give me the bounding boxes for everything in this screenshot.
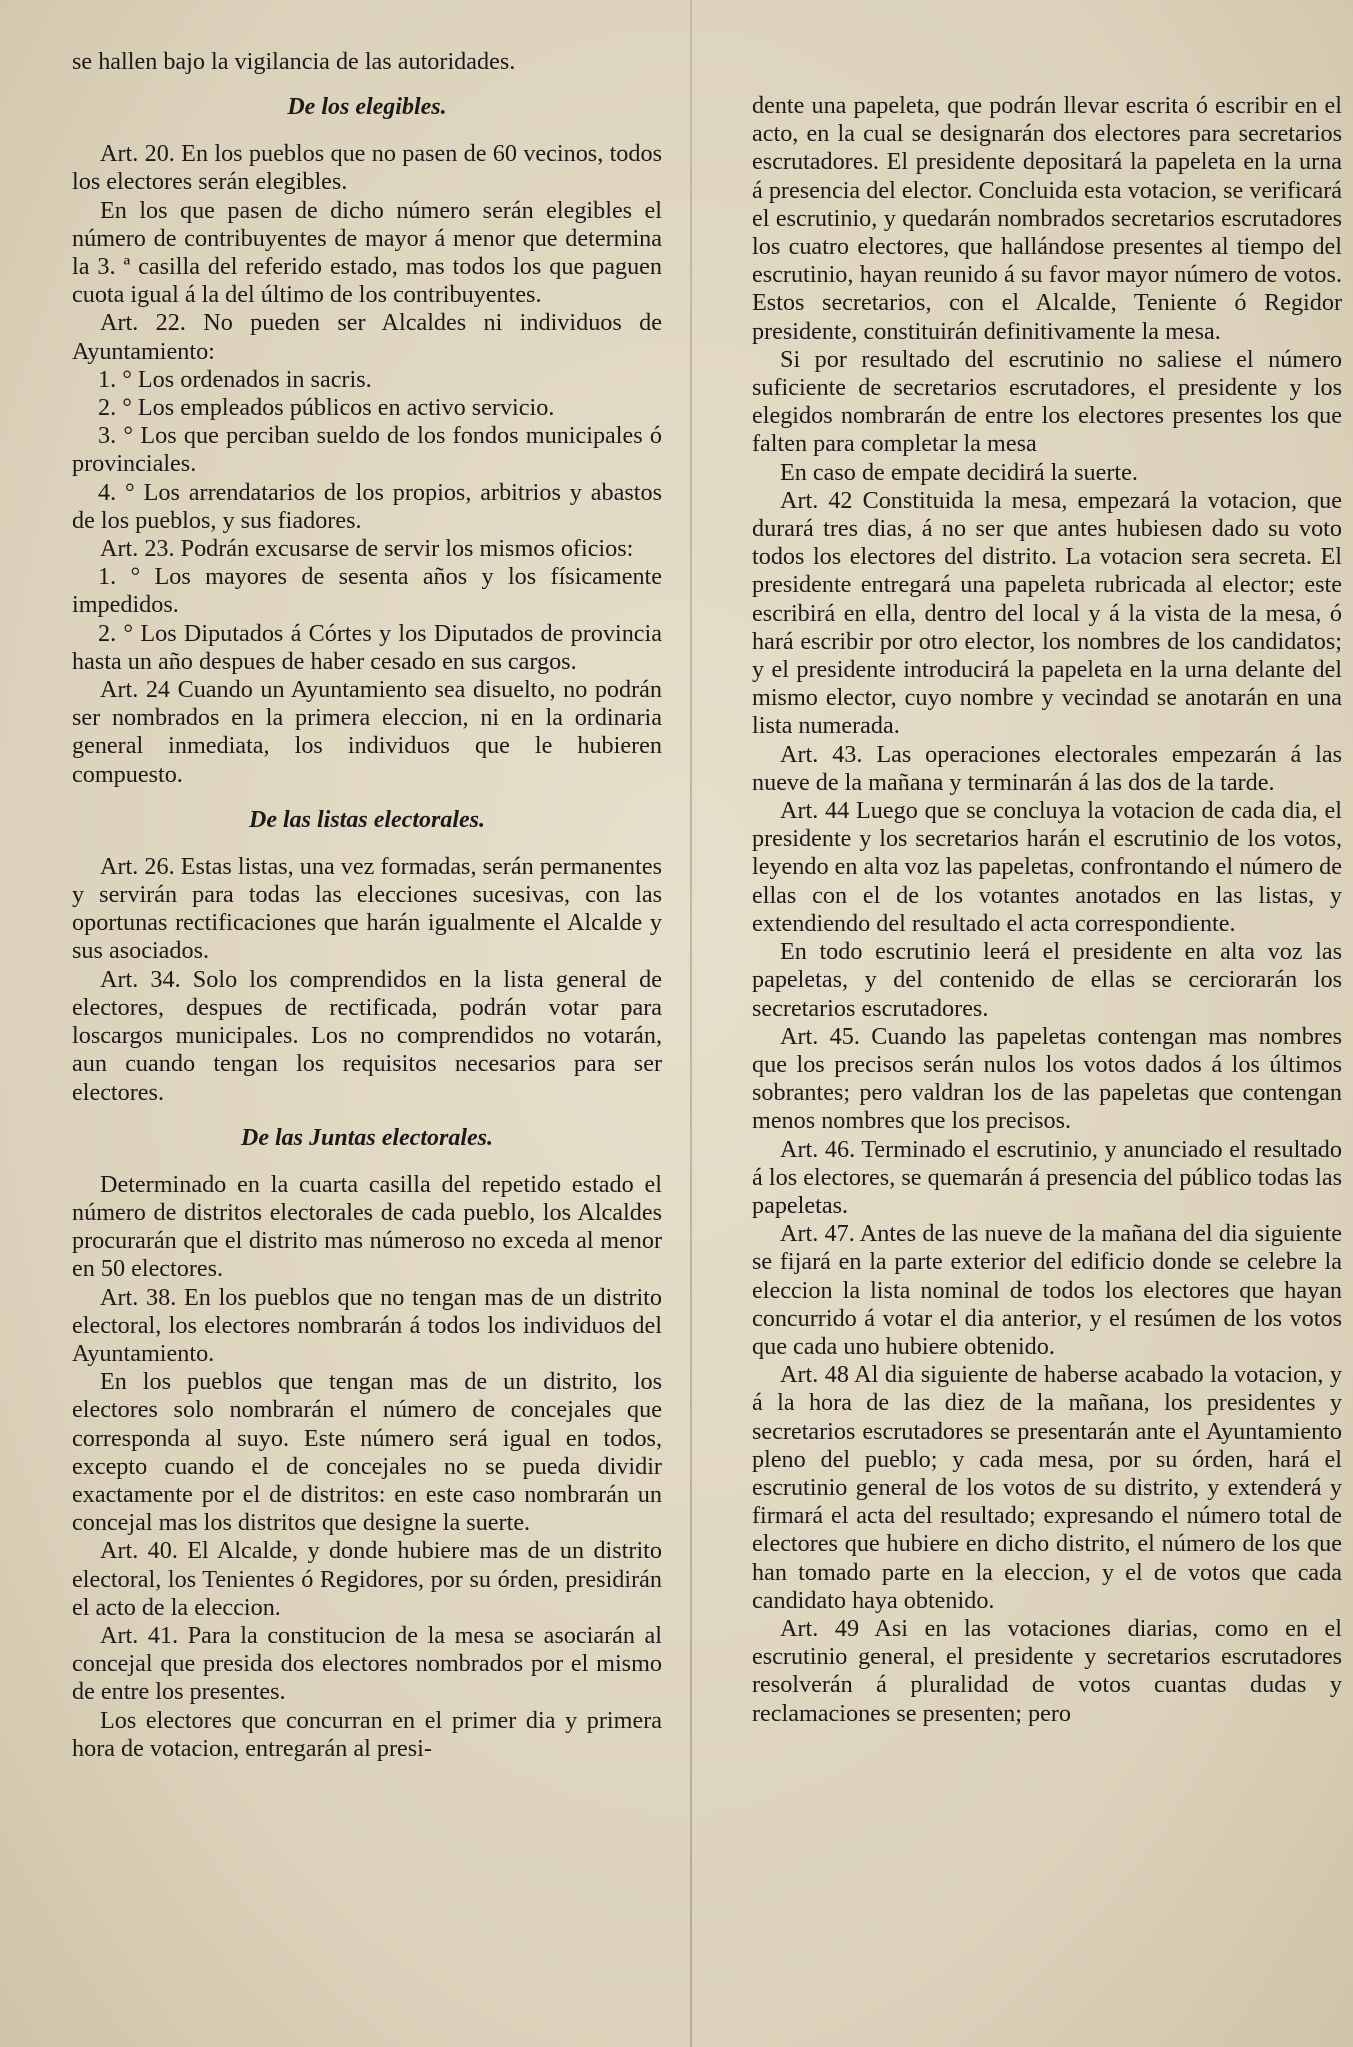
art-34: Art. 34. Solo los comprendidos en la lista general de electores, despues de rectificada, podrán votar para loscargos municipales. Los no comprendidos no votarán, aun cuando tengan los requisitos necesarios para ser electores. (72, 965, 662, 1106)
left-column (72, 48, 662, 1763)
intro-line: se hallen bajo la vigilancia de las autoridades. (72, 48, 516, 75)
art-20: Art. 20. En los pueblos que no pasen de 60 vecinos, todos los electores serán elegibles. (72, 140, 662, 196)
art-42: Art. 42 Constituida la mesa, empezará la votacion, que durará tres dias, á no ser que antes hubiesen dado su voto todos los electores del distrito. La votacion sera secreta. El presidente entregará una papeleta rubricada al elector; este escribirá en ella, dentro del local y á la vista de la mesa, ó hará escribir por otro elector, los nombres de los candidatos; y el presidente introducirá la papeleta en la urna delante del mismo elector, cuyo nombre y vecindad se anotarán en una lista numerada. (752, 486, 1342, 740)
art-43: Art. 43. Las operaciones electorales empezarán á las nueve de la mañana y terminarán á las dos de la tarde. (752, 740, 1342, 796)
art-41: Art. 41. Para la constitucion de la mesa se asociarán al concejal que presida dos electores nombrados por el mismo de entre los presentes. (72, 1621, 662, 1706)
art-38-paragraph-2: En los pueblos que tengan mas de un distrito, los electores solo nombrarán el número de concejales que corresponda al suyo. Este número será igual en todos, excepto cuando el de concejales no se pueda dividir exactamente por el de distritos: en este caso nombrarán un concejal mas los distritos que designe la suerte. (72, 1368, 662, 1537)
art-44: Art. 44 Luego que se concluya la votacion de cada dia, el presidente y los secretarios harán el escrutinio de los votos, leyendo en alta voz las papeletas, confrontando el número de ellas con el de los votantes anotados en las listas, y extendiendo del resultado el acta correspondiente. (752, 797, 1342, 937)
right-column (752, 92, 1342, 1728)
art-22-item-3: 3. ° Los que perciban sueldo de los fondos municipales ó provinciales. (72, 422, 662, 478)
art-20-paragraph-2: En los que pasen de dicho número serán elegibles el número de contribuyentes de mayor á menor que determina la 3. ª casilla del referido estado, mas todos los que paguen cuota igual á la del último de los contribuyentes. (72, 196, 662, 309)
art-44-paragraph-2: En todo escrutinio leerá el presidente en alta voz las papeletas, y del contenido de ellas se cerciorarán los secretarios escrutadores. (752, 938, 1342, 1022)
art-47: Art. 47. Antes de las nueve de la mañana del dia siguiente se fijará en la parte exterior del edificio donde se celebre la eleccion la lista nominal de todos los electores que hayan concurrido á votar el dia anterior, y el resúmen de los votos que cada uno hubiere obtenido. (752, 1220, 1342, 1360)
art-41-paragraph-2: Los electores que concurran en el primer dia y primera hora de votacion, entregarán al presi- (72, 1706, 662, 1762)
art-22-item-1: 1. ° Los ordenados in sacris. (98, 365, 372, 393)
art-48: Art. 48 Al dia siguiente de haberse acabado la votacion, y á la hora de las diez de la mañana, los presidentes y secretarios escrutadores se presentarán ante el Ayuntamiento pleno del pueblo; y cada mesa, por su órden, hará el escrutinio general de los votos de su distrito, y extenderá y firmará el acta del resultado; expresando el número total de electores que hubiere en dicho distrito, el número de los que han tomado parte en la eleccion, y el de votos que cada candidato haya obtenido. (752, 1361, 1342, 1614)
juntas-paragraph: Determinado en la cuarta casilla del repetido estado el número de distritos electorales de cada pueblo, los Alcaldes procurarán que el distrito mas númeroso no exceda al menor en 50 electores. (72, 1170, 662, 1283)
continuation-paragraph-3: En caso de empate decidirá la suerte. (780, 458, 1138, 486)
art-46: Art. 46. Terminado el escrutinio, y anunciado el resultado á los electores, se quemarán á presencia del público todas las papeletas. (752, 1135, 1342, 1219)
continuation-paragraph: dente una papeleta, que podrán llevar escrita ó escribir en el acto, en la cual se designarán dos electores para secretarios escrutadores. El presidente depositará la papeleta en la urna á presencia del elector. Concluida esta votacion, se verificará el escrutinio, y quedarán nombrados secretarios escrutadores los cuatro electores, que hallándose presentes al tiempo del escrutinio, hayan reunido á su favor mayor número de votos. Estos secretarios, con el Alcalde, Teniente ó Regidor presidente, constituirán definitivamente la mesa. (752, 92, 1342, 345)
art-22-item-2: 2. ° Los empleados públicos en activo servicio. (98, 394, 555, 422)
art-23-item-1: 1. ° Los mayores de sesenta años y los físicamente impedidos. (72, 563, 662, 619)
art-38: Art. 38. En los pueblos que no tengan mas de un distrito electoral, los electores nombrarán á todos los individuos del Ayuntamiento. (72, 1283, 662, 1367)
art-40: Art. 40. El Alcalde, y donde hubiere mas de un distrito electoral, los Tenientes ó Regidores, por su órden, presidirán el acto de la eleccion. (72, 1537, 662, 1621)
art-22: Art. 22. No pueden ser Alcaldes ni individuos de Ayuntamiento: (72, 309, 662, 365)
art-23: Art. 23. Podrán excusarse de servir los mismos oficios: (100, 535, 634, 563)
heading-elegibles: De los elegibles. (287, 94, 447, 121)
heading-juntas: De las Juntas electorales. (241, 1124, 493, 1151)
continuation-paragraph-2: Si por resultado del escrutinio no saliese el número suficiente de secretarios escrutadores, el presidente y los elegidos nombrarán de entre los electores presentes los que falten para completar la mesa (752, 345, 1342, 458)
art-22-item-4: 4. ° Los arrendatarios de los propios, arbitrios y abastos de los pueblos, y sus fiadores. (72, 478, 662, 534)
art-49: Art. 49 Asi en las votaciones diarias, como en el escrutinio general, el presidente y secretarios escrutadores resolverán á pluralidad de votos cuantas dudas y reclamaciones se presenten; pero (752, 1614, 1342, 1727)
art-24: Art. 24 Cuando un Ayuntamiento sea disuelto, no podrán ser nombrados en la primera eleccion, ni en la ordinaria general inmediata, los individuos que le hubieren compuesto. (72, 676, 662, 788)
art-23-item-2: 2. ° Los Diputados á Córtes y los Diputados de provincia hasta un año despues de haber cesado en sus cargos. (72, 619, 662, 675)
page-fold (690, 0, 692, 2047)
art-26: Art. 26. Estas listas, una vez formadas, serán permanentes y servirán para todas las elecciones sucesivas, con las oportunas rectificaciones que harán igualmente el Alcalde y sus asociados. (72, 852, 662, 965)
art-45: Art. 45. Cuando las papeletas contengan mas nombres que los precisos serán nulos los votos dados á los últimos sobrantes; pero valdran los de las papeletas que contengan menos nombres que los precisos. (752, 1022, 1342, 1135)
heading-listas: De las listas electorales. (249, 806, 485, 833)
